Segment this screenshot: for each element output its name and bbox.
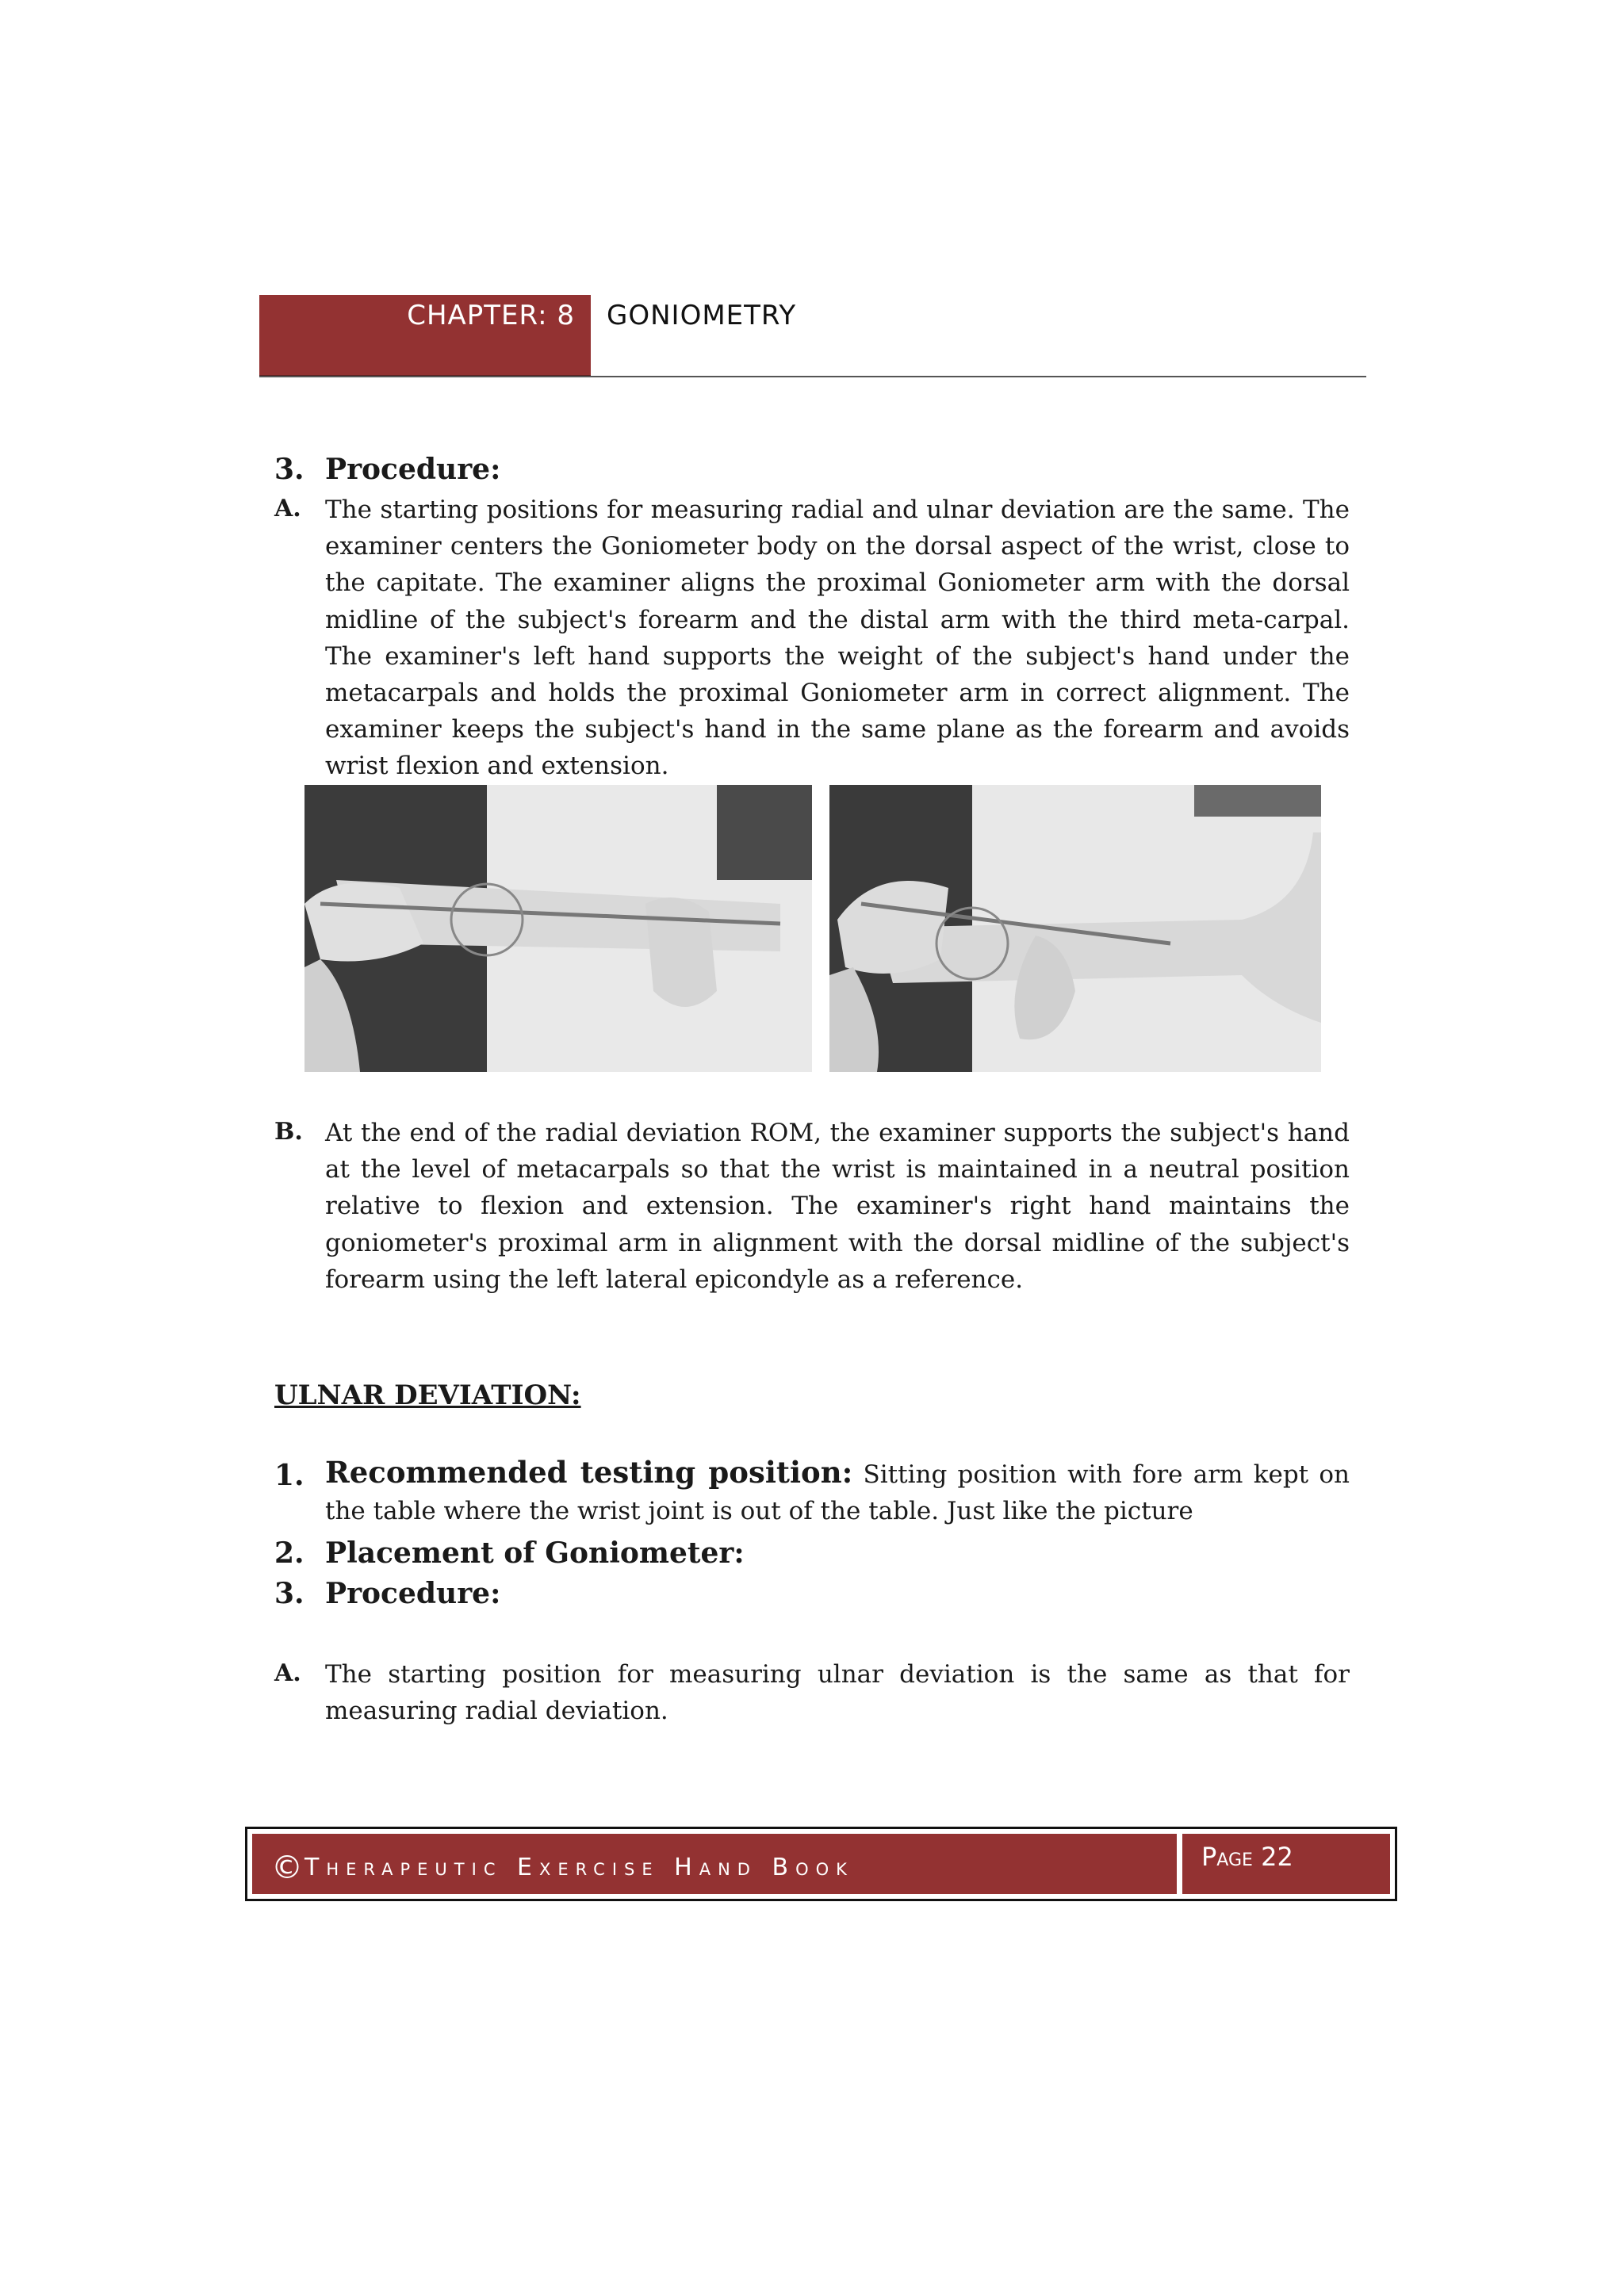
item1-number: 1. [274,1459,304,1492]
item-a-letter: A. [274,495,301,522]
ulnar-procedure-a-paragraph: The starting position for measuring ulnar deviation is the same as that for measuring radial deviation. [325,1660,1350,1726]
chapter-label: CHAPTER: 8 [407,300,575,331]
page-number: Page 22 [1201,1842,1293,1872]
header-divider [259,376,1366,377]
radial-deviation-end-photo [829,785,1321,1072]
item2-number: 2. [274,1536,304,1570]
procedure-heading: Procedure: [325,453,501,486]
footer-page-bar [1182,1834,1390,1894]
ulnar-item-a-letter: A. [274,1659,301,1687]
procedure-b-paragraph: At the end of the radial deviation ROM, the examiner supports the subject's hand at the level of metacarpals so that the wrist is maintained in a neutral position relative to flexion and extension. The examiner's right hand maintains the goniometer's proximal arm in alignment with the dorsal midline of the subject's forearm using the left lateral epicondyle as a reference. [325,1119,1350,1294]
ulnar-procedure-heading: Procedure: [325,1577,501,1610]
item3-number: 3. [274,1577,304,1610]
footer-book-title-bar [252,1834,1177,1894]
book-title-text: Therapeutic Exercise Hand Book [304,1854,854,1881]
procedure-a-paragraph: The starting positions for measuring radial and ulnar deviation are the same. The examiner centers the Goniometer body on the dorsal aspect of the wrist, close to the capitate. The examiner aligns the proximal Goniometer arm with the dorsal midline of the subject's forearm and the distal arm with the third meta-carpal. The examiner's left hand supports the weight of the subject's hand under the metacarpals and holds the proximal Goniometer arm in correct alignment. The examiner keeps the subject's hand in the same plane as the forearm and avoids wrist flexion and extension. [325,496,1350,781]
ulnar-deviation-title: ULNAR DEVIATION: [274,1380,581,1411]
recommended-position-label: Recommended testing position: [325,1455,853,1490]
procedure-number: 3. [274,453,304,486]
copyright-icon: © [271,1850,304,1886]
radial-deviation-start-photo [304,785,812,1072]
chapter-banner [259,295,591,377]
placement-heading: Placement of Goniometer: [325,1536,745,1570]
footer-book-title [271,1850,854,1886]
recommended-position-paragraph [325,1454,1350,1529]
recommended-position-text: Sitting position with fore arm kept on the table where the wrist joint is out of the table. Just like the picture [325,1460,1350,1526]
chapter-title: GONIOMETRY [607,300,797,331]
item-b-letter: B. [274,1118,303,1146]
